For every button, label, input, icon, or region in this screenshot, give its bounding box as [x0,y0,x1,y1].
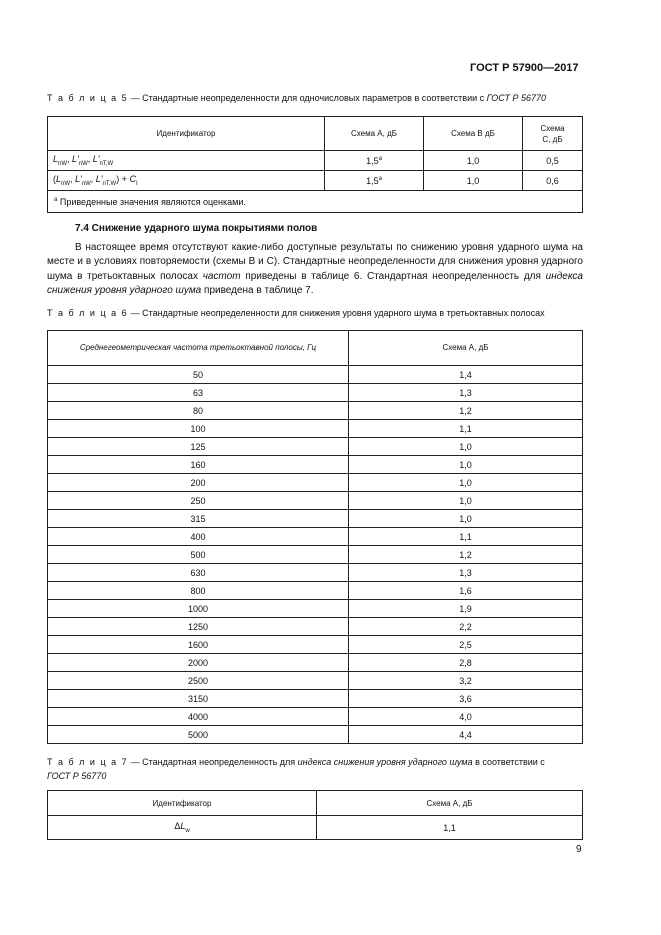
table-row [48,402,583,420]
table7-row1-scheme-a: 1,1 [317,816,583,840]
table6-cell-scheme-a: 1,1 [349,420,583,438]
table6-cell-frequency: 1600 [48,636,349,654]
table6-cell-scheme-a: 1,0 [349,510,583,528]
table6-header-row [48,331,583,366]
table5-caption-text: — Стандартные неопределенности для одночисловых параметров в соответствии с [128,93,487,103]
table6-cell-scheme-a: 2,8 [349,654,583,672]
table6-cell-scheme-a: 1,2 [349,546,583,564]
table6-cell-scheme-a: 1,3 [349,384,583,402]
table5-header-scheme-b: Схема В дБ [424,117,523,151]
table5-caption [47,91,546,105]
table6-cell-scheme-a: 1,0 [349,456,583,474]
table6-cell-frequency: 500 [48,546,349,564]
table6-cell-frequency: 50 [48,366,349,384]
table6-cell-scheme-a: 1,0 [349,492,583,510]
table6-cell-scheme-a: 4,4 [349,726,583,744]
table7-caption-ref: ГОСТ Р 56770 [47,771,107,781]
table6-cell-scheme-a: 1,3 [349,564,583,582]
table5-row1-scheme-c: 0,5 [523,151,583,171]
table6-cell-scheme-a: 1,6 [349,582,583,600]
table6-cell-scheme-a: 4,0 [349,708,583,726]
table-row [48,654,583,672]
table5-header-identifier: Идентификатор [48,117,325,151]
table6-cell-scheme-a: 1,1 [349,528,583,546]
table6-cell-frequency: 4000 [48,708,349,726]
table7-caption: Т а б л и ц а 7 — Стандартная неопределенность для индекса снижения уровня ударного шума в соответствии с ГОСТ Р 56770 [47,757,545,781]
table6-header-scheme-a: Схема А, дБ [349,331,583,366]
table7-header-row [48,791,583,816]
table6-cell-scheme-a: 1,0 [349,438,583,456]
table6-cell-scheme-a: 1,2 [349,402,583,420]
table-row [48,690,583,708]
table6-cell-frequency: 630 [48,564,349,582]
table7-row1-identifier: $\Delta L_w$ [48,816,317,840]
table-row [48,366,583,384]
table6-cell-frequency: 315 [48,510,349,528]
section-paragraph: В настоящее время отсутствуют какие-либо доступные результаты по снижению уровня ударного шума на месте и в условиях повторяемости (схемы В и С). Стандартные неопределенности для снижения уровня ударного шума в третьоктавных полосах частот приведены в таблице 6. Стандартная неопределенность для индекса снижения уровня ударного шума приведена в таблице 7. [47,242,583,296]
table5-row2-scheme-c: 0,6 [523,171,583,191]
table-row [48,564,583,582]
table6-cell-frequency: 100 [48,420,349,438]
table-row [48,438,583,456]
table5-row1-scheme-a: 1,5$^a$ [325,151,424,171]
table-row [48,672,583,690]
table6-cell-frequency: 2500 [48,672,349,690]
table-row [48,618,583,636]
table5-row2-identifier: ($L_{nW}$, $L'_{nW}$, $L'_{nT,W}) + C_I$ [48,171,325,191]
page-number: 9 [576,844,582,855]
table5-footnote: $^a$ Приведенные значения являются оценками. [48,191,583,213]
table5-footnote-row [48,191,583,213]
section-title: 7.4 Снижение ударного шума покрытиями полов [75,223,318,234]
table6-cell-frequency: 160 [48,456,349,474]
table5-header-scheme-c: Схема С, дБ [523,117,583,151]
table5 [47,116,583,213]
table-row [48,600,583,618]
table6-caption-label: Т а б л и ц а 6 [47,308,129,318]
table6-cell-frequency: 1000 [48,600,349,618]
document-header: ГОСТ Р 57900—2017 [470,62,579,74]
table5-row1-scheme-b: 1,0 [424,151,523,171]
table6-cell-frequency: 63 [48,384,349,402]
table-row [48,816,583,840]
table5-header-row [48,117,583,151]
table6-cell-frequency: 5000 [48,726,349,744]
table-row [48,582,583,600]
table7-caption-label: Т а б л и ц а 7 [47,757,129,767]
table6-caption [47,306,545,320]
table5-caption-ref: ГОСТ Р 56770 [486,93,546,103]
table-row [48,456,583,474]
table7 [47,790,583,840]
table6-cell-frequency: 125 [48,438,349,456]
table6 [47,330,583,744]
table6-cell-frequency: 1250 [48,618,349,636]
table6-cell-frequency: 400 [48,528,349,546]
table6-cell-frequency: 3150 [48,690,349,708]
table-row [48,474,583,492]
table6-cell-scheme-a: 2,2 [349,618,583,636]
table6-cell-frequency: 80 [48,402,349,420]
table-row [48,636,583,654]
table6-cell-frequency: 2000 [48,654,349,672]
table6-caption-text: — Стандартные неопределенности для снижения уровня ударного шума в третьоктавных полосах [128,308,545,318]
table7-header-identifier: Идентификатор [48,791,317,816]
table5-row2-scheme-a: 1,5$^a$ [325,171,424,191]
table6-cell-scheme-a: 2,5 [349,636,583,654]
table6-cell-scheme-a: 3,6 [349,690,583,708]
table-row [48,546,583,564]
table5-row1-identifier: $L_{nW}$, $L'_{nW}$, $L'_{nT,W}$ [48,151,325,171]
table6-cell-scheme-a: 1,4 [349,366,583,384]
table6-header-frequency: Среднегеометрическая частота третьоктавной полосы, Гц [48,331,349,366]
table-row [48,726,583,744]
table-row [48,384,583,402]
table6-body [48,366,583,744]
table6-cell-frequency: 200 [48,474,349,492]
table6-cell-scheme-a: 3,2 [349,672,583,690]
table6-cell-scheme-a: 1,0 [349,474,583,492]
table-row [48,492,583,510]
table7-header-scheme-a: Схема А, дБ [317,791,583,816]
table6-cell-frequency: 250 [48,492,349,510]
table-row [48,708,583,726]
table6-cell-frequency: 800 [48,582,349,600]
table5-caption-label: Т а б л и ц а 5 [47,93,129,103]
table-row [48,171,583,191]
table5-header-scheme-a: Схема А, дБ [325,117,424,151]
table5-row2-scheme-b: 1,0 [424,171,523,191]
table-row [48,528,583,546]
table-row [48,510,583,528]
table-row [48,151,583,171]
table6-cell-scheme-a: 1,9 [349,600,583,618]
table-row [48,420,583,438]
